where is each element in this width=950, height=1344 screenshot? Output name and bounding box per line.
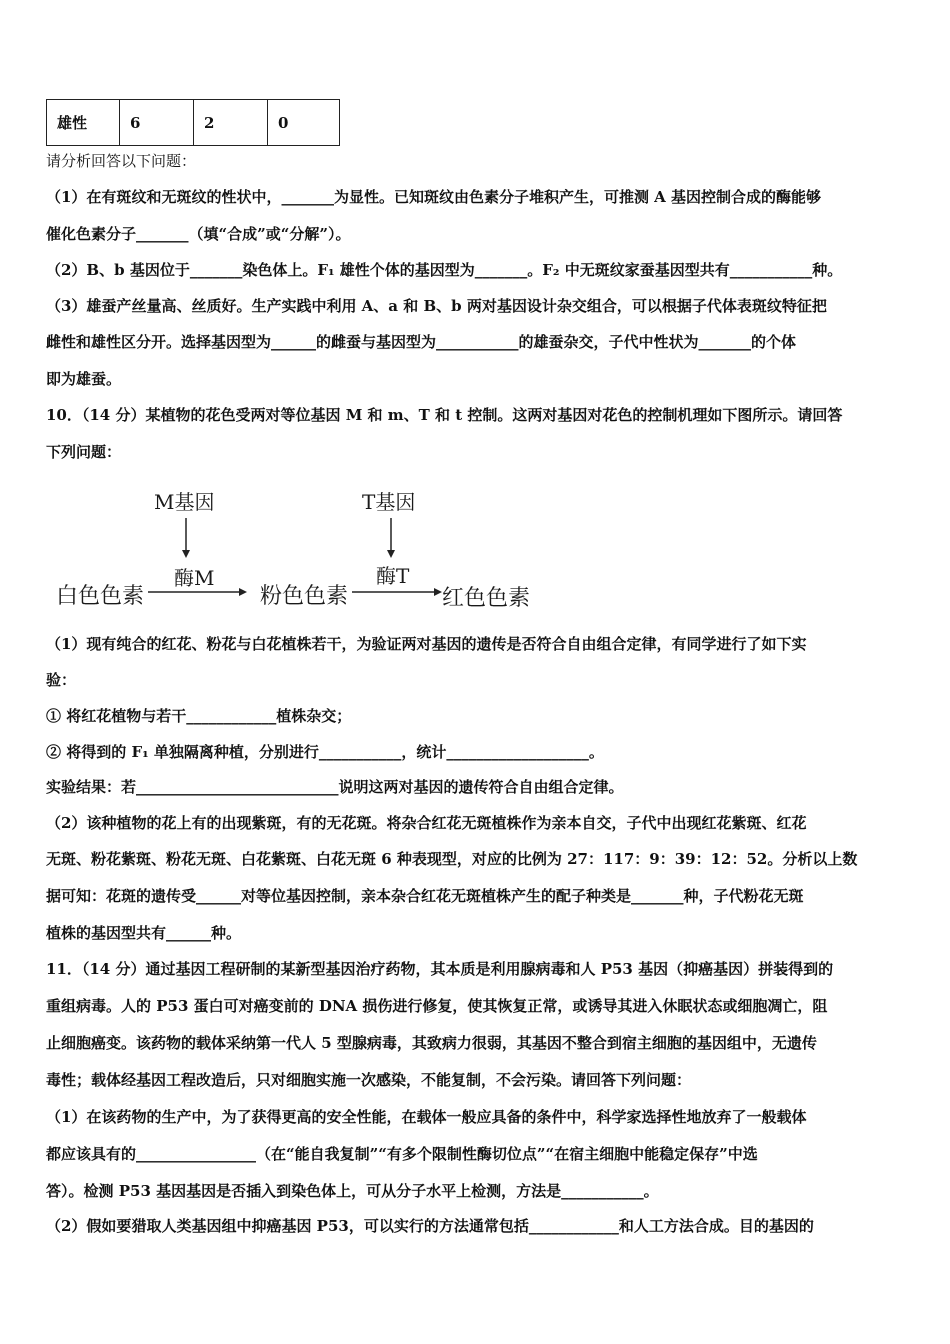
text-line: （1）在该药物的生产中，为了获得更高的安全性能，在载体一般应具备的条件中，科学家选择性地放弃了一般载体 xyxy=(46,1108,807,1126)
text-line: 毒性；载体经基因工程改造后，只对细胞实施一次感染，不能复制，不会污染。请回答下列问题： xyxy=(46,1071,692,1089)
gene-m-label: M基因 xyxy=(154,490,215,514)
table-row xyxy=(47,100,340,146)
text-line: 验： xyxy=(46,671,77,689)
text-line: （1）在有斑纹和无斑纹的性状中，_______为显性。已知斑纹由色素分子堆积产生，可推测 A 基因控制合成的酶能够 xyxy=(46,188,822,206)
text-line: （1）现有纯合的红花、粉花与白花植株若干，为验证两对基因的遗传是否符合自由组合定律，有同学进行了如下实 xyxy=(46,635,807,653)
text-line: 下列问题： xyxy=(46,443,122,461)
text-line: 雌性和雄性区分开。选择基因型为______的雌蚕与基因型为___________的雄蚕杂交，子代中性状为_______的个体 xyxy=(46,333,797,351)
text-line: 即为雄蚕。 xyxy=(46,370,122,388)
pink-pigment-label: 粉色色素 xyxy=(260,584,349,609)
text-line: 实验结果：若___________________________说明这两对基因的遗传符合自由组合定律。 xyxy=(46,778,624,796)
text-line: 无斑、粉花紫斑、粉花无斑、白花紫斑、白花无斑 6 种表现型，对应的比例为 27：117：9：39：12：52。分析以上数 xyxy=(46,850,858,868)
text-line: （3）雄蚕产丝量高、丝质好。生产实践中利用 A、a 和 B、b 两对基因设计杂交组合，可以根据子代体表斑纹特征把 xyxy=(46,297,827,315)
question-11-line: 11．（14 分）通过基因工程研制的某新型基因治疗药物，其本质是利用腺病毒和人 P53 基因（抑癌基因）拼装得到的 xyxy=(46,960,834,978)
pathway-diagram xyxy=(46,482,566,612)
text-line: 据可知：花斑的遗传受______对等位基因控制，亲本杂合红花无斑植株产生的配子种类是_______种，子代粉花无斑 xyxy=(46,887,804,905)
gene-t-label: T基因 xyxy=(362,490,416,514)
text-line: ② 将得到的 F₁ 单独隔离种植，分别进行___________，统计___________________。 xyxy=(46,743,604,761)
table-cell: 0 xyxy=(268,100,340,146)
table-cell: 雄性 xyxy=(47,100,120,146)
question-10-line: 10．（14 分）某植物的花色受两对等位基因 M 和 m、T 和 t 控制。这两对基因对花色的控制机理如下图所示。请回答 xyxy=(46,406,843,424)
text-line: ① 将红花植物与若干____________植株杂交； xyxy=(46,707,352,725)
enzyme-t-label: 酶T xyxy=(376,564,410,588)
text-line: 答）。检测 P53 基因基因是否插入到染色体上，可从分子水平上检测，方法是___________。 xyxy=(46,1182,659,1200)
text-line: （2）该种植物的花上有的出现紫斑，有的无花斑。将杂合红花无斑植株作为亲本自交，子代中出现红花紫斑、红花 xyxy=(46,814,807,832)
text-line: （2）B、b 基因位于_______染色体上。F₁ 雄性个体的基因型为_______。F₂ 中无斑纹家蚕基因型共有___________种。 xyxy=(46,261,843,279)
white-pigment-label: 白色色素 xyxy=(56,584,145,609)
text-line: 都应该具有的________________（在“能自我复制”“有多个限制性酶切位点”“在宿主细胞中能稳定保存”中选 xyxy=(46,1145,758,1163)
table-cell: 2 xyxy=(194,100,268,146)
enzyme-m-label: 酶M xyxy=(174,566,215,590)
table-cell: 6 xyxy=(120,100,194,146)
text-line: 催化色素分子_______（填“合成”或“分解”）。 xyxy=(46,225,351,243)
text-line: 请分析回答以下问题： xyxy=(46,152,197,170)
text-line: 植株的基因型共有______种。 xyxy=(46,924,242,942)
data-table xyxy=(46,99,340,146)
red-pigment-label: 红色色素 xyxy=(442,586,531,611)
text-line: （2）假如要猎取人类基因组中抑癌基因 P53，可以实行的方法通常包括____________和人工方法合成。目的基因的 xyxy=(46,1217,814,1235)
text-line: 重组病毒。人的 P53 蛋白可对癌变前的 DNA 损伤进行修复，使其恢复正常，或诱导其进入休眠状态或细胞凋亡，阻 xyxy=(46,997,828,1015)
text-line: 止细胞癌变。该药物的载体采纳第一代人 5 型腺病毒，其致病力很弱，其基因不整合到宿主细胞的基因组中，无遗传 xyxy=(46,1034,817,1052)
